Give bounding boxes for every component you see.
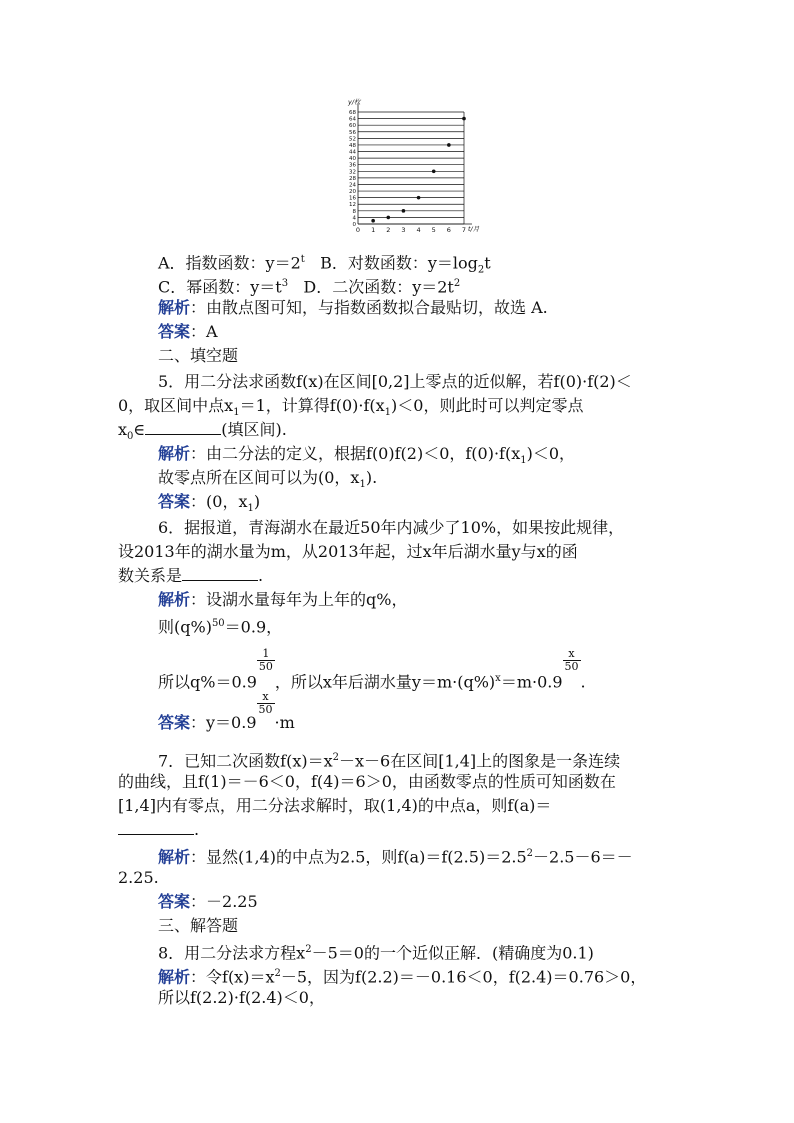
frac-den: 50 [564, 660, 579, 674]
q5-line1: 5．用二分法求函数f(x)在区间[0,2]上零点的近似解，若f(0)·f(2)＜ [158, 372, 632, 391]
q7-answer-blank [118, 820, 194, 835]
option-b: B．对数函数：y＝log [320, 253, 478, 273]
analysis-tag: 解析 [158, 847, 191, 867]
data-point [462, 117, 466, 121]
q6-line1: 6．据报道，青海湖水在最近50年内减少了10%，如果按此规律， [158, 518, 625, 537]
q8-analysis1-text: ：令f(x)＝x [190, 967, 275, 987]
x-tick-label: 5 [431, 226, 436, 234]
q5-line3-sub: 0 [127, 431, 134, 443]
q6-analysis2-sup: 50 [211, 618, 225, 629]
y-axis-label: y/枚 [348, 98, 361, 106]
analysis-tag: 解析 [158, 444, 191, 463]
option-b-sub: 2 [477, 264, 485, 276]
q7-line1-sup: 2 [332, 752, 340, 763]
frac-den: 50 [258, 660, 273, 674]
q6-line2: 设2013年的湖水量为m，从2013年起，过x年后湖水量y与x的函 [118, 542, 578, 561]
x-tick-label: 1 [371, 226, 376, 234]
q6-answer-blank [182, 566, 258, 581]
y-tick-label: 32 [349, 169, 356, 176]
frac-num: x [563, 648, 581, 661]
q8-line1 [158, 940, 718, 963]
y-tick-label: 60 [349, 123, 356, 130]
x-tick-label: 2 [386, 226, 391, 234]
option-c: C．幂函数：y＝t [158, 277, 282, 297]
option-a-sup: t [300, 254, 305, 265]
q5-analysis2-sub: 1 [359, 479, 366, 491]
q7-line1 [158, 748, 718, 771]
q5-line2-sub2: 1 [384, 407, 392, 419]
section-solution: 三、解答题 [158, 916, 239, 935]
y-tick-label: 68 [349, 110, 356, 116]
q6-answer-a: ：y＝0.9 [190, 713, 257, 732]
q6-analysis3-a: 所以q%＝0.9 [158, 672, 257, 692]
q7-line2: 的曲线，且f(1)＝－6＜0，f(4)＝6＞0，由函数零点的性质可知函数在 [118, 772, 616, 791]
q6-answer-b: ·m [274, 713, 295, 732]
q6-answer [158, 690, 718, 738]
option-row-cd [158, 274, 718, 297]
x-tick-label: 6 [446, 226, 451, 234]
answer-tag: 答案 [158, 713, 191, 732]
q7-analysis1 [158, 844, 718, 867]
y-tick-label: 64 [349, 116, 356, 123]
section-fill-in: 二、填空题 [158, 346, 239, 365]
q7-line3: [1,4]内有零点，用二分法求解时，取(1,4)的中点a，则f(a)＝ [118, 796, 552, 815]
q7-line4 [118, 820, 678, 840]
q6-analysis2-text: 则(q%) [158, 617, 212, 637]
q6-analysis3 [158, 647, 718, 697]
q8-analysis1-end: －5，因为f(2.2)＝－0.16＜0，f(2.4)＝0.76＞0， [280, 967, 647, 987]
q6-analysis1-text: ：设湖水量每年为上年的q%， [190, 590, 408, 609]
q5-line2-c: )＜0，则此时可以判定零点 [391, 396, 584, 415]
q8-analysis1-sup: 2 [274, 968, 281, 979]
y-tick-label: 0 [352, 222, 356, 228]
q6-analysis3-sup: x [495, 673, 501, 684]
q5-line2-sub: 1 [233, 407, 240, 419]
y-tick-label: 40 [349, 156, 356, 163]
q6-analysis3-end: . [580, 672, 586, 692]
y-tick-label: 16 [349, 195, 356, 202]
q6-line3 [118, 566, 678, 586]
answer-tag: 答案 [158, 492, 191, 511]
y-tick-label: 20 [349, 189, 356, 196]
data-point [402, 209, 406, 213]
q6-analysis3-b: ，所以x年后湖水量y＝m·(q%) [274, 672, 496, 692]
y-tick-label: 4 [352, 215, 356, 222]
y-tick-label: 28 [349, 175, 356, 182]
q5-answer-end: ) [253, 492, 261, 511]
q8-analysis1 [158, 964, 718, 987]
q7-line1-b: －x－6在区间[1,4]上的图象是一条连续 [339, 751, 621, 771]
analysis-tag: 解析 [158, 590, 191, 609]
x-tick-label: 3 [401, 226, 406, 234]
q6-line3-text: 数关系是 [118, 566, 183, 585]
q6-analysis3-c: ＝m·0.9 [500, 672, 563, 692]
option-c-sup: 3 [281, 278, 289, 289]
q5-line2-b: ＝1，计算得f(0)·f(x [239, 396, 385, 415]
q5-line2-a: 0，取区间中点x [118, 396, 234, 415]
q4-analysis [158, 298, 718, 318]
y-tick-label: 36 [349, 162, 356, 169]
q7-line4-end: . [194, 820, 200, 839]
y-tick-label: 24 [349, 182, 356, 189]
option-d: D．二次函数：y＝2t [303, 277, 454, 297]
q5-answer-text: ：(0，x [190, 492, 248, 511]
data-point [386, 216, 390, 220]
q5-line3-a: x [118, 420, 128, 439]
q6-analysis1 [158, 590, 718, 610]
q7-analysis1-sup: 2 [526, 848, 534, 859]
q7-analysis1-text: ：显然(1,4)的中点为2.5，则f(a)＝f(2.5)＝2.5 [190, 847, 527, 867]
q6-analysis2-end: ＝0.9， [224, 617, 283, 637]
q5-answer [158, 492, 718, 519]
q5-line3-c: (填区间). [221, 420, 287, 439]
data-point [447, 143, 451, 147]
data-point [371, 219, 375, 223]
q4-answer-text: ：A [190, 322, 218, 341]
frac-den: 50 [258, 703, 273, 716]
answer-tag: 答案 [158, 892, 191, 911]
x-tick-label: 0 [355, 226, 361, 234]
q5-analysis2-text: 故零点所在区间可以为(0，x [158, 468, 360, 487]
scatter-chart [336, 98, 492, 234]
q5-analysis1-sub: 1 [520, 455, 527, 467]
y-tick-label: 48 [349, 142, 356, 149]
data-point [432, 169, 436, 173]
frac-num: 1 [257, 648, 275, 661]
q4-analysis-text: ：由散点图可知，与指数函数拟合最贴切，故选 A. [190, 298, 548, 317]
x-axis-label: t/月 [468, 225, 480, 233]
answer-tag: 答案 [158, 322, 191, 341]
option-a: A．指数函数：y＝2 [158, 253, 301, 273]
q8-line1-end: －5＝0的一个近似正解．(精确度为0.1) [311, 943, 594, 963]
frac-num: x [257, 691, 275, 704]
q5-analysis1-end: )＜0， [526, 444, 576, 463]
q6-analysis2 [158, 614, 718, 637]
q4-answer [158, 322, 718, 342]
option-d-sup: 2 [453, 278, 461, 289]
q7-line1-a: 7．已知二次函数f(x)＝x [158, 751, 333, 771]
fraction-x-over-50 [563, 648, 581, 673]
y-tick-label: 56 [349, 129, 356, 136]
x-tick-label: 4 [416, 226, 421, 234]
q7-analysis1-end: －2.5－6＝－ [533, 847, 633, 867]
y-tick-label: 8 [352, 208, 356, 215]
q5-answer-blank [145, 420, 221, 435]
q6-line3-end: . [258, 566, 264, 585]
q8-analysis2: 所以f(2.2)·f(2.4)＜0， [158, 988, 325, 1007]
y-tick-label: 44 [349, 149, 356, 156]
y-tick-label: 12 [349, 202, 356, 209]
option-b-end: t [484, 253, 491, 273]
q7-answer [158, 892, 718, 912]
q5-analysis1-text: ：由二分法的定义，根据f(0)f(2)＜0，f(0)·f(x [190, 444, 521, 463]
analysis-tag: 解析 [158, 298, 191, 317]
q5-analysis2-end: ). [365, 468, 378, 487]
fraction-1-over-50 [257, 648, 275, 673]
q8-line1-a: 8．用二分法求方程x [158, 943, 306, 963]
q8-line1-sup: 2 [305, 944, 312, 955]
fraction-x-over-50 [257, 691, 275, 716]
y-tick-label: 52 [349, 136, 356, 143]
q7-answer-text: ：－2.25 [190, 892, 258, 911]
q7-analysis2: 2.25. [118, 868, 159, 887]
analysis-tag: 解析 [158, 967, 191, 987]
q5-line3-b: ∈ [133, 420, 146, 439]
data-point [417, 196, 421, 200]
q5-answer-sub: 1 [247, 503, 254, 515]
x-tick-label: 7 [461, 226, 467, 234]
